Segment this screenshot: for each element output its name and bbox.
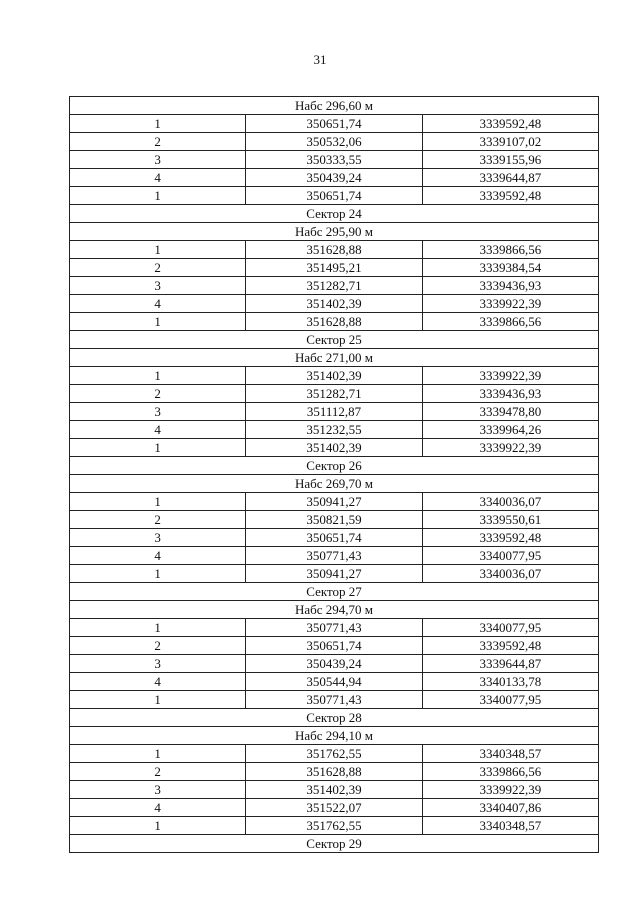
sector-header-row (70, 709, 599, 727)
y-coordinate-cell: 3339550,61 (422, 511, 598, 529)
elevation-header: Набс 294,70 м (70, 601, 599, 619)
x-coordinate-cell: 350941,27 (246, 493, 422, 511)
point-number-cell: 1 (70, 817, 246, 835)
coordinates-table (69, 96, 599, 853)
x-coordinate-cell: 350651,74 (246, 187, 422, 205)
y-coordinate-cell: 3339644,87 (422, 169, 598, 187)
sector-header-row (70, 331, 599, 349)
sector-header: Сектор 29 (70, 835, 599, 853)
y-coordinate-cell: 3339866,56 (422, 241, 598, 259)
y-coordinate-cell: 3339922,39 (422, 439, 598, 457)
y-coordinate-cell: 3340077,95 (422, 691, 598, 709)
y-coordinate-cell: 3339592,48 (422, 115, 598, 133)
y-coordinate-cell: 3339478,80 (422, 403, 598, 421)
table-row (70, 115, 599, 133)
table-row (70, 133, 599, 151)
point-number-cell: 3 (70, 655, 246, 673)
point-number-cell: 1 (70, 313, 246, 331)
point-number-cell: 1 (70, 241, 246, 259)
x-coordinate-cell: 351282,71 (246, 277, 422, 295)
sector-header-row (70, 205, 599, 223)
x-coordinate-cell: 350544,94 (246, 673, 422, 691)
point-number-cell: 1 (70, 691, 246, 709)
point-number-cell: 4 (70, 673, 246, 691)
x-coordinate-cell: 350651,74 (246, 637, 422, 655)
point-number-cell: 1 (70, 619, 246, 637)
x-coordinate-cell: 351762,55 (246, 817, 422, 835)
table-row (70, 745, 599, 763)
table-row (70, 151, 599, 169)
table-row (70, 799, 599, 817)
table-row (70, 619, 599, 637)
point-number-cell: 4 (70, 547, 246, 565)
elevation-header-row (70, 223, 599, 241)
y-coordinate-cell: 3339592,48 (422, 529, 598, 547)
table-row (70, 781, 599, 799)
elevation-header-row (70, 349, 599, 367)
x-coordinate-cell: 351522,07 (246, 799, 422, 817)
table-row (70, 691, 599, 709)
point-number-cell: 3 (70, 403, 246, 421)
point-number-cell: 3 (70, 529, 246, 547)
sector-header: Сектор 26 (70, 457, 599, 475)
sector-header-row (70, 457, 599, 475)
point-number-cell: 1 (70, 439, 246, 457)
point-number-cell: 3 (70, 781, 246, 799)
sector-header: Сектор 25 (70, 331, 599, 349)
elevation-header-row (70, 97, 599, 115)
sector-header: Сектор 28 (70, 709, 599, 727)
y-coordinate-cell: 3340036,07 (422, 565, 598, 583)
elevation-header: Набс 271,00 м (70, 349, 599, 367)
point-number-cell: 4 (70, 421, 246, 439)
y-coordinate-cell: 3339436,93 (422, 277, 598, 295)
x-coordinate-cell: 351762,55 (246, 745, 422, 763)
y-coordinate-cell: 3339922,39 (422, 781, 598, 799)
coordinates-table-body (70, 97, 599, 853)
x-coordinate-cell: 351402,39 (246, 781, 422, 799)
elevation-header: Набс 294,10 м (70, 727, 599, 745)
elevation-header: Набс 295,90 м (70, 223, 599, 241)
point-number-cell: 2 (70, 259, 246, 277)
point-number-cell: 1 (70, 367, 246, 385)
y-coordinate-cell: 3339592,48 (422, 637, 598, 655)
point-number-cell: 4 (70, 169, 246, 187)
x-coordinate-cell: 350333,55 (246, 151, 422, 169)
point-number-cell: 2 (70, 385, 246, 403)
x-coordinate-cell: 351402,39 (246, 439, 422, 457)
table-row (70, 295, 599, 313)
point-number-cell: 2 (70, 637, 246, 655)
x-coordinate-cell: 350532,06 (246, 133, 422, 151)
y-coordinate-cell: 3339107,02 (422, 133, 598, 151)
y-coordinate-cell: 3339964,26 (422, 421, 598, 439)
table-row (70, 529, 599, 547)
x-coordinate-cell: 350651,74 (246, 115, 422, 133)
sector-header: Сектор 24 (70, 205, 599, 223)
table-row (70, 817, 599, 835)
x-coordinate-cell: 351402,39 (246, 295, 422, 313)
page-number: 31 (313, 52, 327, 67)
table-row (70, 673, 599, 691)
elevation-header-row (70, 727, 599, 745)
table-row (70, 259, 599, 277)
point-number-cell: 1 (70, 187, 246, 205)
point-number-cell: 2 (70, 511, 246, 529)
table-row (70, 313, 599, 331)
x-coordinate-cell: 351628,88 (246, 763, 422, 781)
y-coordinate-cell: 3340077,95 (422, 547, 598, 565)
y-coordinate-cell: 3339436,93 (422, 385, 598, 403)
table-row (70, 187, 599, 205)
elevation-header-row (70, 601, 599, 619)
y-coordinate-cell: 3339384,54 (422, 259, 598, 277)
point-number-cell: 4 (70, 295, 246, 313)
sector-header: Сектор 27 (70, 583, 599, 601)
point-number-cell: 2 (70, 133, 246, 151)
elevation-header: Набс 269,70 м (70, 475, 599, 493)
table-row (70, 637, 599, 655)
y-coordinate-cell: 3339155,96 (422, 151, 598, 169)
y-coordinate-cell: 3339644,87 (422, 655, 598, 673)
y-coordinate-cell: 3340077,95 (422, 619, 598, 637)
x-coordinate-cell: 350771,43 (246, 619, 422, 637)
table-row (70, 493, 599, 511)
table-row (70, 763, 599, 781)
table-row (70, 403, 599, 421)
x-coordinate-cell: 351402,39 (246, 367, 422, 385)
point-number-cell: 1 (70, 745, 246, 763)
x-coordinate-cell: 350771,43 (246, 547, 422, 565)
table-row (70, 169, 599, 187)
y-coordinate-cell: 3340407,86 (422, 799, 598, 817)
x-coordinate-cell: 351282,71 (246, 385, 422, 403)
y-coordinate-cell: 3339866,56 (422, 763, 598, 781)
sector-header-row (70, 583, 599, 601)
point-number-cell: 3 (70, 151, 246, 169)
table-row (70, 385, 599, 403)
x-coordinate-cell: 350439,24 (246, 655, 422, 673)
table-row (70, 565, 599, 583)
x-coordinate-cell: 350771,43 (246, 691, 422, 709)
y-coordinate-cell: 3339922,39 (422, 367, 598, 385)
table-row (70, 277, 599, 295)
x-coordinate-cell: 350821,59 (246, 511, 422, 529)
y-coordinate-cell: 3340348,57 (422, 745, 598, 763)
table-row (70, 367, 599, 385)
table-row (70, 439, 599, 457)
point-number-cell: 1 (70, 493, 246, 511)
x-coordinate-cell: 350941,27 (246, 565, 422, 583)
y-coordinate-cell: 3339592,48 (422, 187, 598, 205)
y-coordinate-cell: 3340348,57 (422, 817, 598, 835)
point-number-cell: 1 (70, 565, 246, 583)
x-coordinate-cell: 351112,87 (246, 403, 422, 421)
x-coordinate-cell: 350651,74 (246, 529, 422, 547)
x-coordinate-cell: 350439,24 (246, 169, 422, 187)
table-row (70, 511, 599, 529)
x-coordinate-cell: 351628,88 (246, 241, 422, 259)
y-coordinate-cell: 3339866,56 (422, 313, 598, 331)
point-number-cell: 4 (70, 799, 246, 817)
x-coordinate-cell: 351232,55 (246, 421, 422, 439)
x-coordinate-cell: 351628,88 (246, 313, 422, 331)
point-number-cell: 3 (70, 277, 246, 295)
elevation-header: Набс 296,60 м (70, 97, 599, 115)
table-row (70, 241, 599, 259)
y-coordinate-cell: 3340133,78 (422, 673, 598, 691)
y-coordinate-cell: 3340036,07 (422, 493, 598, 511)
x-coordinate-cell: 351495,21 (246, 259, 422, 277)
elevation-header-row (70, 475, 599, 493)
sector-header-row (70, 835, 599, 853)
y-coordinate-cell: 3339922,39 (422, 295, 598, 313)
table-row (70, 655, 599, 673)
point-number-cell: 1 (70, 115, 246, 133)
table-row (70, 547, 599, 565)
point-number-cell: 2 (70, 763, 246, 781)
table-row (70, 421, 599, 439)
